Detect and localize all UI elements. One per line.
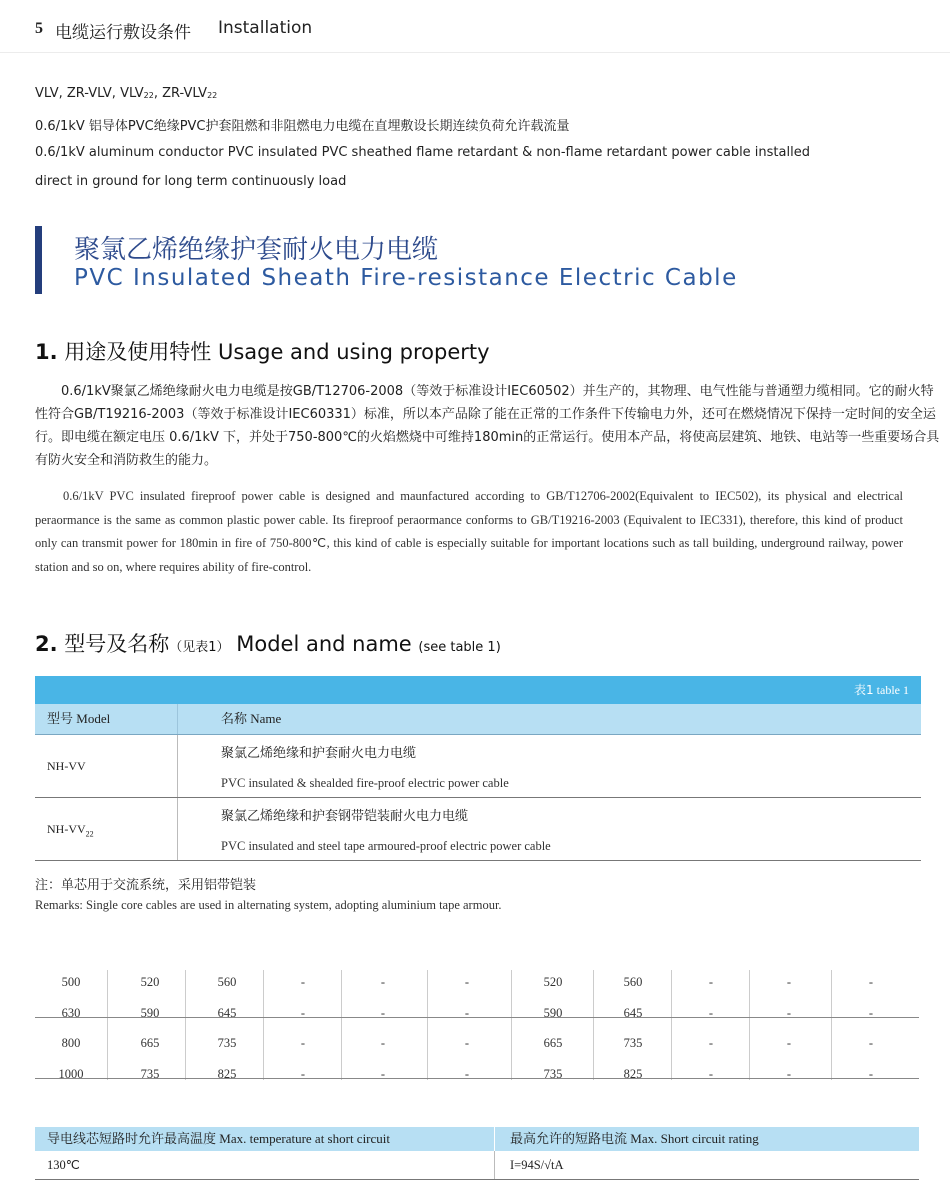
table-cell: - (464, 975, 470, 989)
table-cell: - (464, 1006, 470, 1020)
model-cell: NH-VV (47, 759, 86, 773)
remarks-en: Remarks: Single core cables are used in alternating system, adopting aluminium tape armour. (35, 898, 502, 912)
name-en-cell: PVC insulated & shealded fire-proof electric power cable (221, 776, 509, 790)
intro-en-2: direct in ground for long term continuously load (35, 174, 347, 189)
table-cell: 825 (623, 1067, 643, 1081)
table-header (35, 704, 921, 735)
models-text-2: , ZR-VLV (153, 86, 208, 101)
section1-paragraph-en: 0.6/1kV PVC insulated fireproof power cable is designed and maunfactured according to GB/T12706-2002(Equivalent to IEC502), its physical and electrical peraormance is the same as common plastic power cable. Its fireproof peraormance conforms to GB/T19216-2003 (Equivalent to IEC331), therefore, this kind of product only can transmit power for 180min in fire of 750-800℃, this kind of cable is especially suitable for important locations such as tall building, underground railway, power station and so on, where requires ability of fire-control. (35, 489, 903, 574)
table-cell: 590 (543, 1006, 563, 1020)
section-title-cn: 电缆运行敷设条件 (55, 23, 191, 43)
table-row (35, 1062, 919, 1086)
table-cell: 520 (543, 975, 563, 989)
table-cell: 645 (623, 1006, 643, 1020)
table-row (35, 970, 919, 994)
remarks-cn: 注：单芯用于交流系统，采用铝带铠装 (35, 878, 257, 893)
title-accent-bar (35, 226, 42, 294)
table-cell: 735 (623, 1036, 643, 1050)
table-cell: - (708, 1067, 714, 1081)
table-cell: - (300, 1036, 306, 1050)
table-cell: 735 (217, 1036, 237, 1050)
short-circuit-table (35, 1127, 919, 1180)
models-sub: 22 (143, 91, 154, 100)
table-cell: - (464, 1067, 470, 1081)
table-cell: - (786, 1036, 792, 1050)
table-cell: - (868, 1036, 874, 1050)
section-title-en: Installation (218, 18, 313, 38)
section1-heading: 1. 用途及使用特性 Usage and using property (35, 340, 490, 364)
table-row (35, 1031, 919, 1055)
section1-paragraph-cn: 0.6/1kV聚氯乙烯绝缘耐火电力电缆是按GB/T12706-2008（等效于标准设计IEC60502）并生产的，其物理、电气性能与普通塑力缆相同。它的耐火特性符合GB/T19216-2003（等效于标准设计IEC60331）标准，所以本产品除了能在正常的工作条件下传输电力外，还可在燃烧情况下保持一定时间的安全运行。即电缆在额定电压 0.6/1kV 下，并处于750-800℃的火焰燃烧中可维持180min的正常运行。使用本产品，将使高层建筑、地铁、电站等一些重要场合具有防火安全和消防救生的能力。 (35, 384, 940, 468)
table-cell: 560 (217, 975, 237, 989)
main-title-cn: 聚氯乙烯绝缘护套耐火电力电缆 (74, 235, 439, 265)
table-cell: 590 (140, 1006, 160, 1020)
table-row (35, 735, 921, 798)
table-cell: - (380, 1067, 386, 1081)
table-row: $NH-VV_{22}$ 聚氯乙烯绝缘和护套钢带铠装耐火电力电缆 PVC insulated and steel tape armoured-proof electric power cable (35, 798, 921, 861)
table-cell: 665 (140, 1036, 160, 1050)
models-text: VLV, ZR-VLV, VLV (35, 86, 144, 101)
name-en-cell: PVC insulated and steel tape armoured-proof electric power cable (221, 839, 551, 853)
table-cell: - (708, 1036, 714, 1050)
short-circuit-rating-value: I=94S/√tA (510, 1158, 564, 1172)
table-cell: 665 (543, 1036, 563, 1050)
table-cell: - (786, 975, 792, 989)
table-cell: - (868, 1006, 874, 1020)
table-cell: 500 (61, 975, 81, 989)
table-cell: - (464, 1036, 470, 1050)
col-name-header: 名称 Name (221, 711, 282, 727)
section-number: 5 (35, 20, 43, 37)
short-circuit-header: 导电线芯短路时允许最高温度 Max. temperature at short circuit 最高允许的短路电流 Max. Short circuit rating (35, 1127, 919, 1151)
table-cell: - (300, 1067, 306, 1081)
table-cell: 800 (61, 1036, 81, 1050)
table-cell: - (300, 975, 306, 989)
intro-cn: 0.6/1kV 铝导体PVC绝缘PVC护套阻燃和非阻燃电力电缆在直埋敷设长期连续负荷允许载流量 (35, 119, 570, 134)
col-model-header: 型号 Model (35, 704, 178, 734)
table-cell: - (380, 1036, 386, 1050)
name-cn-cell: 聚氯乙烯绝缘和护套钢带铠装耐火电力电缆 (221, 809, 469, 824)
table-row (35, 1001, 919, 1025)
table-cell: 825 (217, 1067, 237, 1081)
table-cell: - (786, 1006, 792, 1020)
table-cell: 1000 (58, 1067, 84, 1081)
model-cell: NH-VV (47, 822, 86, 836)
table-cell: - (868, 1067, 874, 1081)
ampacity-table (35, 970, 919, 1080)
intro-en-1: 0.6/1kV aluminum conductor PVC insulated PVC sheathed flame retardant & non-flame retardant power cable installed (35, 145, 810, 160)
page-header (0, 0, 950, 53)
table-cell: - (708, 1006, 714, 1020)
main-title-en: PVC Insulated Sheath Fire-resistance Electric Cable (74, 265, 738, 291)
model-name-table (35, 676, 921, 861)
table-cell: 735 (543, 1067, 563, 1081)
table-cell: 560 (623, 975, 643, 989)
table-cell: - (868, 975, 874, 989)
cable-models-line (35, 86, 217, 101)
table-cell: - (300, 1006, 306, 1020)
max-temperature-value: 130℃ (35, 1151, 495, 1179)
table-cell: 630 (61, 1006, 81, 1020)
table-cell: 520 (140, 975, 160, 989)
table-row (35, 1151, 919, 1180)
table-cell: - (708, 975, 714, 989)
table-cell: - (380, 1006, 386, 1020)
models-sub-2: 22 (207, 91, 218, 100)
table-caption: 表1 table 1 (35, 676, 921, 704)
table-cell: - (786, 1067, 792, 1081)
table-cell: - (380, 975, 386, 989)
table-cell: 645 (217, 1006, 237, 1020)
section2-heading: 2. 型号及名称（见表1） Model and name (see table 1) (35, 632, 501, 656)
name-cn-cell: 聚氯乙烯绝缘和护套耐火电力电缆 (221, 746, 417, 761)
table-cell: 735 (140, 1067, 160, 1081)
